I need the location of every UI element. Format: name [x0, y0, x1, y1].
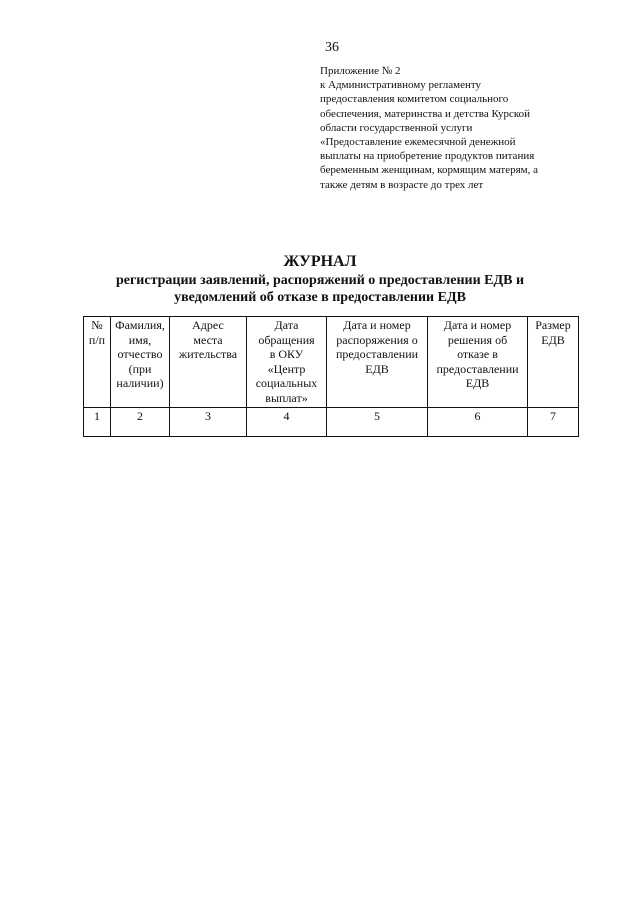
header-cell-amount	[528, 317, 579, 408]
appendix-line: к Административному регламенту	[320, 79, 482, 92]
appendix-line: «Предоставление ежемесячной денежной	[320, 136, 516, 149]
column-number-cell: 3	[170, 408, 247, 437]
header-line: в ОКУ	[269, 347, 304, 361]
header-cell-application-date	[247, 317, 327, 408]
column-number-cell: 1	[84, 408, 111, 437]
header-line: Дата и номер	[343, 318, 411, 332]
header-line: Дата и номер	[443, 318, 512, 332]
journal-title	[60, 252, 580, 306]
column-number-cell: 2	[111, 408, 170, 437]
appendix-line: предоставления комитетом социального	[320, 93, 509, 106]
header-line: имя,	[128, 332, 152, 347]
header-line: распоряжения о	[336, 332, 418, 347]
header-line: (при	[128, 361, 152, 376]
appendix-line: также детям в возрасте до трех лет	[320, 178, 484, 191]
appendix-line: беременным женщинам, кормящим матерям, а	[320, 164, 539, 177]
header-line: предоставлении	[436, 361, 519, 376]
column-number-cell: 7	[528, 408, 579, 437]
header-line: отчество	[117, 347, 163, 361]
header-cell-refusal-date	[428, 317, 528, 408]
header-line: жительства	[178, 347, 238, 361]
header-cell-full-name	[111, 317, 170, 408]
appendix-note	[320, 64, 570, 192]
header-line: наличии)	[116, 376, 164, 390]
header-cell-number	[84, 317, 111, 408]
appendix-line: Приложение № 2	[320, 65, 401, 77]
journal-table	[83, 316, 579, 437]
header-line: предоставлении	[335, 347, 419, 361]
header-line: Дата	[274, 318, 299, 332]
header-cell-address	[170, 317, 247, 408]
header-line: выплат»	[265, 390, 308, 405]
column-number-cell: 4	[247, 408, 327, 437]
header-line: п/п	[88, 332, 106, 347]
header-line: ЕДВ	[365, 361, 389, 376]
page-number: 36	[325, 40, 339, 55]
column-number-cell: 5	[327, 408, 428, 437]
table-header-row	[84, 317, 579, 408]
appendix-line: обеспечения, материнства и детства Курской	[320, 107, 531, 120]
header-line: ЕДВ	[541, 332, 565, 347]
title-line-1: регистрации заявлений, распоряжений о предоставлении ЕДВ и	[115, 273, 525, 288]
title-line-2: уведомлений об отказе в предоставлении ЕДВ	[174, 290, 466, 305]
header-line: отказе в	[457, 347, 498, 361]
header-line: социальных	[255, 376, 318, 390]
header-line: «Центр	[267, 361, 306, 376]
column-number-cell: 6	[428, 408, 528, 437]
header-line: места	[193, 332, 223, 347]
table-number-row	[84, 408, 579, 437]
header-line: Адрес	[192, 318, 224, 332]
header-line: обращения	[258, 332, 315, 347]
title-main: ЖУРНАЛ	[283, 253, 357, 270]
header-line: Размер	[535, 318, 571, 332]
header-line: ЕДВ	[465, 376, 490, 390]
header-line: Фамилия,	[115, 318, 165, 332]
appendix-line: выплаты на приобретение продуктов питания	[320, 150, 535, 163]
header-line: №	[91, 318, 103, 332]
appendix-line: области государственной услуги	[320, 121, 473, 134]
header-cell-order-date	[327, 317, 428, 408]
header-line: решения об	[447, 332, 508, 347]
